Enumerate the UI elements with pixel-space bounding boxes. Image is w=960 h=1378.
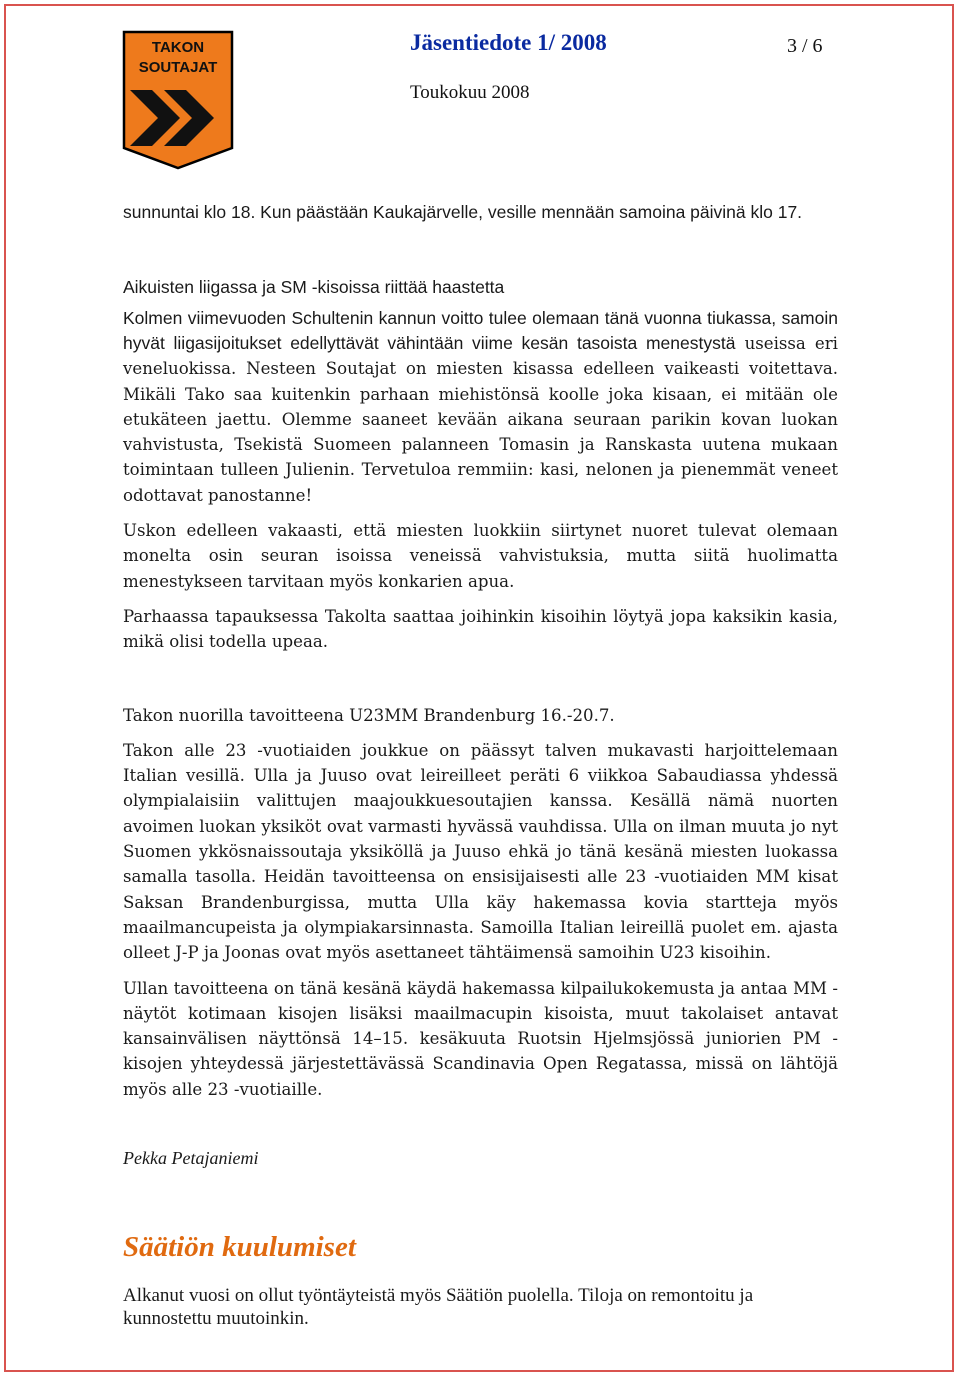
paragraph-foundation: Alkanut vuosi on ollut työntäyteistä myös Säätiön puolella. Tiloja on remontoitu ja kunnostettu muutoinkin. [123, 1285, 754, 1330]
newsletter-title: Jäsentiedote 1/ 2008 [410, 30, 607, 55]
paragraph-continued: sunnuntai klo 18. Kun päästään Kaukajärvelle, vesille mennään samoina päivinä klo 17. [123, 202, 803, 222]
paragraph-schulten-cup-part2: useissa eri veneluokissa. Nesteen Soutajat on miesten kisassa edelleen vaikeasti voitettava. Mikäli Tako saa kuitenkin parhaan miehistönsä koolle joka kisaan, ei mitään ole etukäteen jaettu. Olemme saaneet kevään aikana seuraan parikin kovan luokan vahvistusta, Tsekistä Suomeen palanneen Tomasin ja Ranskasta uutena mukaan toimintaan tulleen Julienin. Tervetuloa remmiin: kasi, nelonen ja pienemmät veneet odottavat panostanne! [123, 334, 838, 505]
paragraph-schulten-cup [123, 306, 838, 508]
paragraph-two-eights: Parhaassa tapauksessa Takolta saattaa joihinkin kisoihin löytyä jopa kaksikin kasia, mikä olisi todella upeaa. [123, 606, 838, 652]
subheading-adult-league: Aikuisten liigassa ja SM -kisoissa riittää haastetta [123, 277, 505, 297]
page-number: 3 / 6 [787, 35, 823, 57]
logo-text-line2: SOUTAJAT [138, 59, 218, 76]
issue-date: Toukokuu 2008 [410, 82, 530, 103]
paragraph-young-rowers: Uskon edelleen vakaasti, että miesten luokkiin siirtynet nuoret tulevat olemaan monelta osin seuran isoissa veneissä vahvistuksia, mutta siitä huolimatta menestykseen tarvitaan myös konkarien apua. [123, 521, 838, 591]
author-signature: Pekka Petajaniemi [123, 1148, 259, 1169]
section-heading-foundation: Säätiön kuulumiset [123, 1231, 356, 1264]
paragraph-schulten-cup-part1: Kolmen viimevuoden Schultenin kannun voitto tulee olemaan tänä vuonna tiukassa, samoin hyvät liigasijoitukset edellyttävät vähintään viime kesän tasoista menestystä [123, 308, 838, 353]
paragraph-u23-training: Takon alle 23 -vuotiaiden joukkue on päässyt talven mukavasti harjoittelemaan Italian vesillä. Ulla ja Juuso ovat leireilleet peräti 6 viikkoa Sabaudiassa yhdessä olympialaisiin valittujen maajoukkuesoutajien kanssa. Kesällä nämä nuorten avoimen luokan yksiköt ovat varmasti hyvässä vauhdissa. Ulla on ilman muuta jo nyt Suomen ykkösnaissoutaja yksiköllä ja Juuso ehkä jo tänä kesänä miesten luokassa samalla tasolla. Heidän tavoitteensa on ensisijaisesti alle 23 -vuotiaiden MM kisat Saksan Brandenburgissa, mutta Ulla käy hakemassa kovia startteja myös maailmancupeista ja olympiakarsinnasta. Samoilla Italian leireillä puolet em. ajasta olleet J-P ja Joonas ovat myös asettaneet tähtäimensä samoihin U23 kisoihin. [123, 740, 838, 963]
subheading-u23: Takon nuorilla tavoitteena U23MM Brandenburg 16.-20.7. [123, 705, 615, 725]
paragraph-ulla-goals: Ullan tavoitteena on tänä kesänä käydä hakemassa kilpailukokemusta ja antaa MM -näytöt kotimaan kisojen lisäksi maailmacupin kisoista, muut takolaiset antavat kansainvälisen näyttönsä 14–15. kesäkuuta Ruotsin Hjelmsjössä juniorien PM -kisojen yhteydessä järjestettävässä Scandinavia Open Regatassa, missä on lähtöjä myös alle 23 -vuotiaille. [123, 978, 838, 1099]
logo-text-line1: TAKON [151, 39, 205, 56]
takon-soutajat-logo [122, 30, 234, 170]
article-body [123, 200, 838, 1330]
